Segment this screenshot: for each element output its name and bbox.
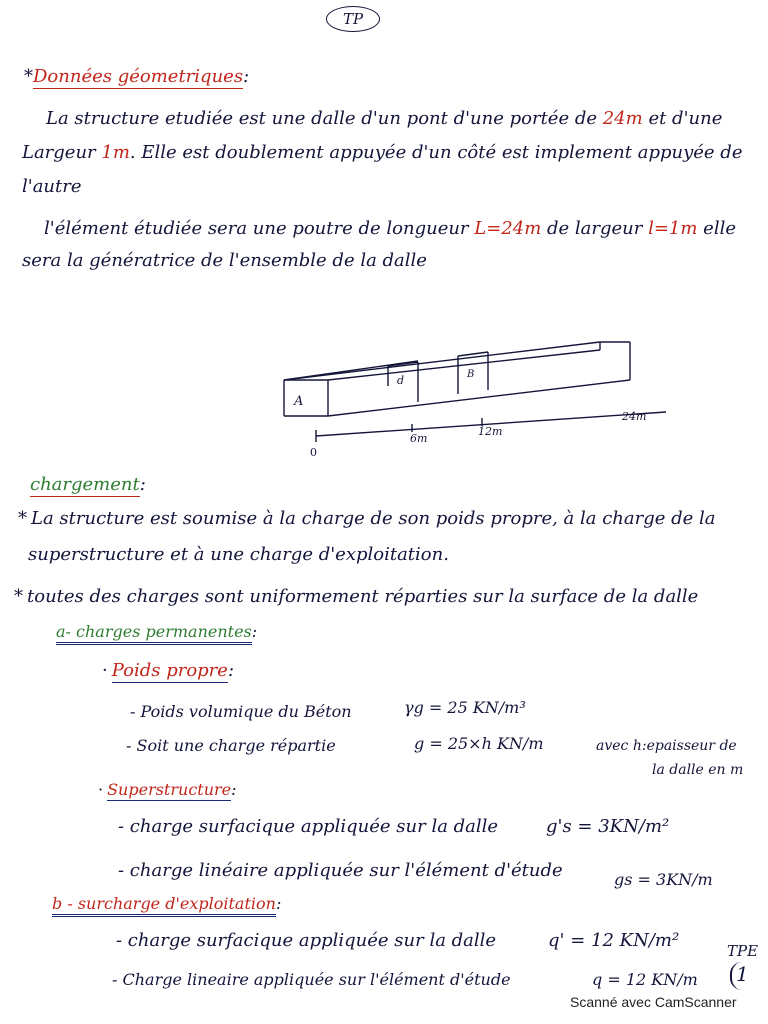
text: La structure etudiée est une dalle d'un pont d'une portée de — [46, 108, 603, 129]
geometry-line-3: l'autre — [22, 176, 82, 197]
heading-suffix: : — [275, 894, 282, 913]
loading-bullet-1-line-1 — [18, 508, 716, 529]
live-load-heading — [52, 894, 281, 913]
self-weight-line-2: - Soit une charge répartie — [126, 736, 336, 755]
bullet: · — [98, 780, 104, 799]
live-linear-load-eq: q = 12 KN/m — [592, 970, 698, 989]
concrete-unit-weight-eq: γg = 25 KN/m³ — [404, 698, 526, 717]
label-d: d — [397, 374, 405, 387]
live-load-line-2: - Charge lineaire appliquée sur l'élément d'étude — [112, 970, 511, 989]
thickness-note-2: la dalle en m — [652, 762, 744, 778]
span-value: 24m — [602, 108, 643, 129]
label-a: A — [294, 394, 304, 409]
geometry-title: Données géometriques — [33, 66, 244, 87]
slab-diagram — [270, 328, 690, 468]
page-number: 1 — [730, 962, 762, 990]
box-bottom-front — [328, 380, 630, 416]
loading-bullet-2 — [14, 586, 698, 607]
geometry-line-5: sera la génératrice de l'ensemble de la dalle — [22, 250, 427, 271]
superstructure-line-2: - charge linéaire appliquée sur l'élément d'étude — [118, 860, 563, 881]
tick-label-24: 24m — [622, 410, 647, 423]
self-weight-heading — [102, 660, 234, 681]
tick-label-12: 12m — [478, 425, 503, 438]
width-value: 1m — [101, 142, 130, 163]
beam-width-value: l=1m — [648, 218, 698, 239]
tick-label-0: 0 — [310, 446, 317, 459]
text: toutes des charges sont uniformement réparties sur la surface de la dalle — [27, 586, 699, 607]
heading-suffix: : — [251, 622, 258, 641]
geometry-line-4 — [44, 218, 736, 239]
text: l'élément étudiée sera une poutre de longueur — [44, 218, 475, 239]
heading-suffix: : — [231, 780, 237, 799]
heading-suffix: : — [243, 66, 250, 87]
superstructure-title: Superstructure — [107, 780, 232, 799]
permanent-loads-title: a- charges permanentes — [56, 622, 252, 645]
text: elle — [697, 218, 736, 239]
superstructure-line-1: - charge surfacique appliquée sur la dalle — [118, 816, 499, 837]
bullet: * — [18, 508, 27, 529]
distributed-load-eq: g = 25×h KN/m — [414, 734, 544, 753]
superstructure-heading — [98, 780, 237, 799]
heading-suffix: : — [139, 474, 146, 495]
bullet: · — [102, 660, 108, 681]
section-loading-heading — [30, 474, 146, 495]
geometry-line-2 — [22, 142, 742, 163]
tick-label-6: 6m — [410, 432, 428, 445]
self-weight-line-1: - Poids volumique du Béton — [130, 702, 352, 721]
surface-load-eq: g's = 3KN/m² — [546, 816, 670, 837]
linear-load-eq: gs = 3KN/m — [614, 870, 713, 889]
loading-bullet-1-line-2: superstructure et à une charge d'exploitation. — [28, 544, 449, 565]
heading-suffix: : — [227, 660, 235, 681]
box-top-back — [284, 342, 600, 380]
text: et d'une — [642, 108, 723, 129]
text: . Elle est doublement appuyée d'un côté est implement appuyée de — [129, 142, 743, 163]
label-b: B — [467, 369, 475, 380]
heading-bullet: * — [24, 66, 33, 87]
camscanner-watermark: Scanné avec CamScanner — [570, 994, 737, 1010]
length-value: L=24m — [474, 218, 542, 239]
text: La structure est soumise à la charge de son poids propre, à la charge de la — [31, 508, 716, 529]
text: de largeur — [541, 218, 649, 239]
live-load-line-1: - charge surfacique appliquée sur la dalle — [116, 930, 497, 951]
live-load-title: b - surcharge d'exploitation — [52, 894, 276, 917]
live-surface-load-eq: q' = 12 KN/m² — [548, 930, 680, 951]
loading-title: chargement — [30, 474, 140, 495]
bullet: * — [14, 586, 23, 607]
section-geometry-heading — [24, 66, 249, 87]
text: Largeur — [22, 142, 102, 163]
tpe-label: TPE — [727, 942, 759, 960]
self-weight-title: Poids propre — [111, 660, 228, 681]
geometry-line-1 — [46, 108, 722, 129]
thickness-note-1: avec h:epaisseur de — [596, 738, 737, 754]
permanent-loads-heading — [56, 622, 257, 641]
tp-badge: TP — [326, 6, 380, 32]
